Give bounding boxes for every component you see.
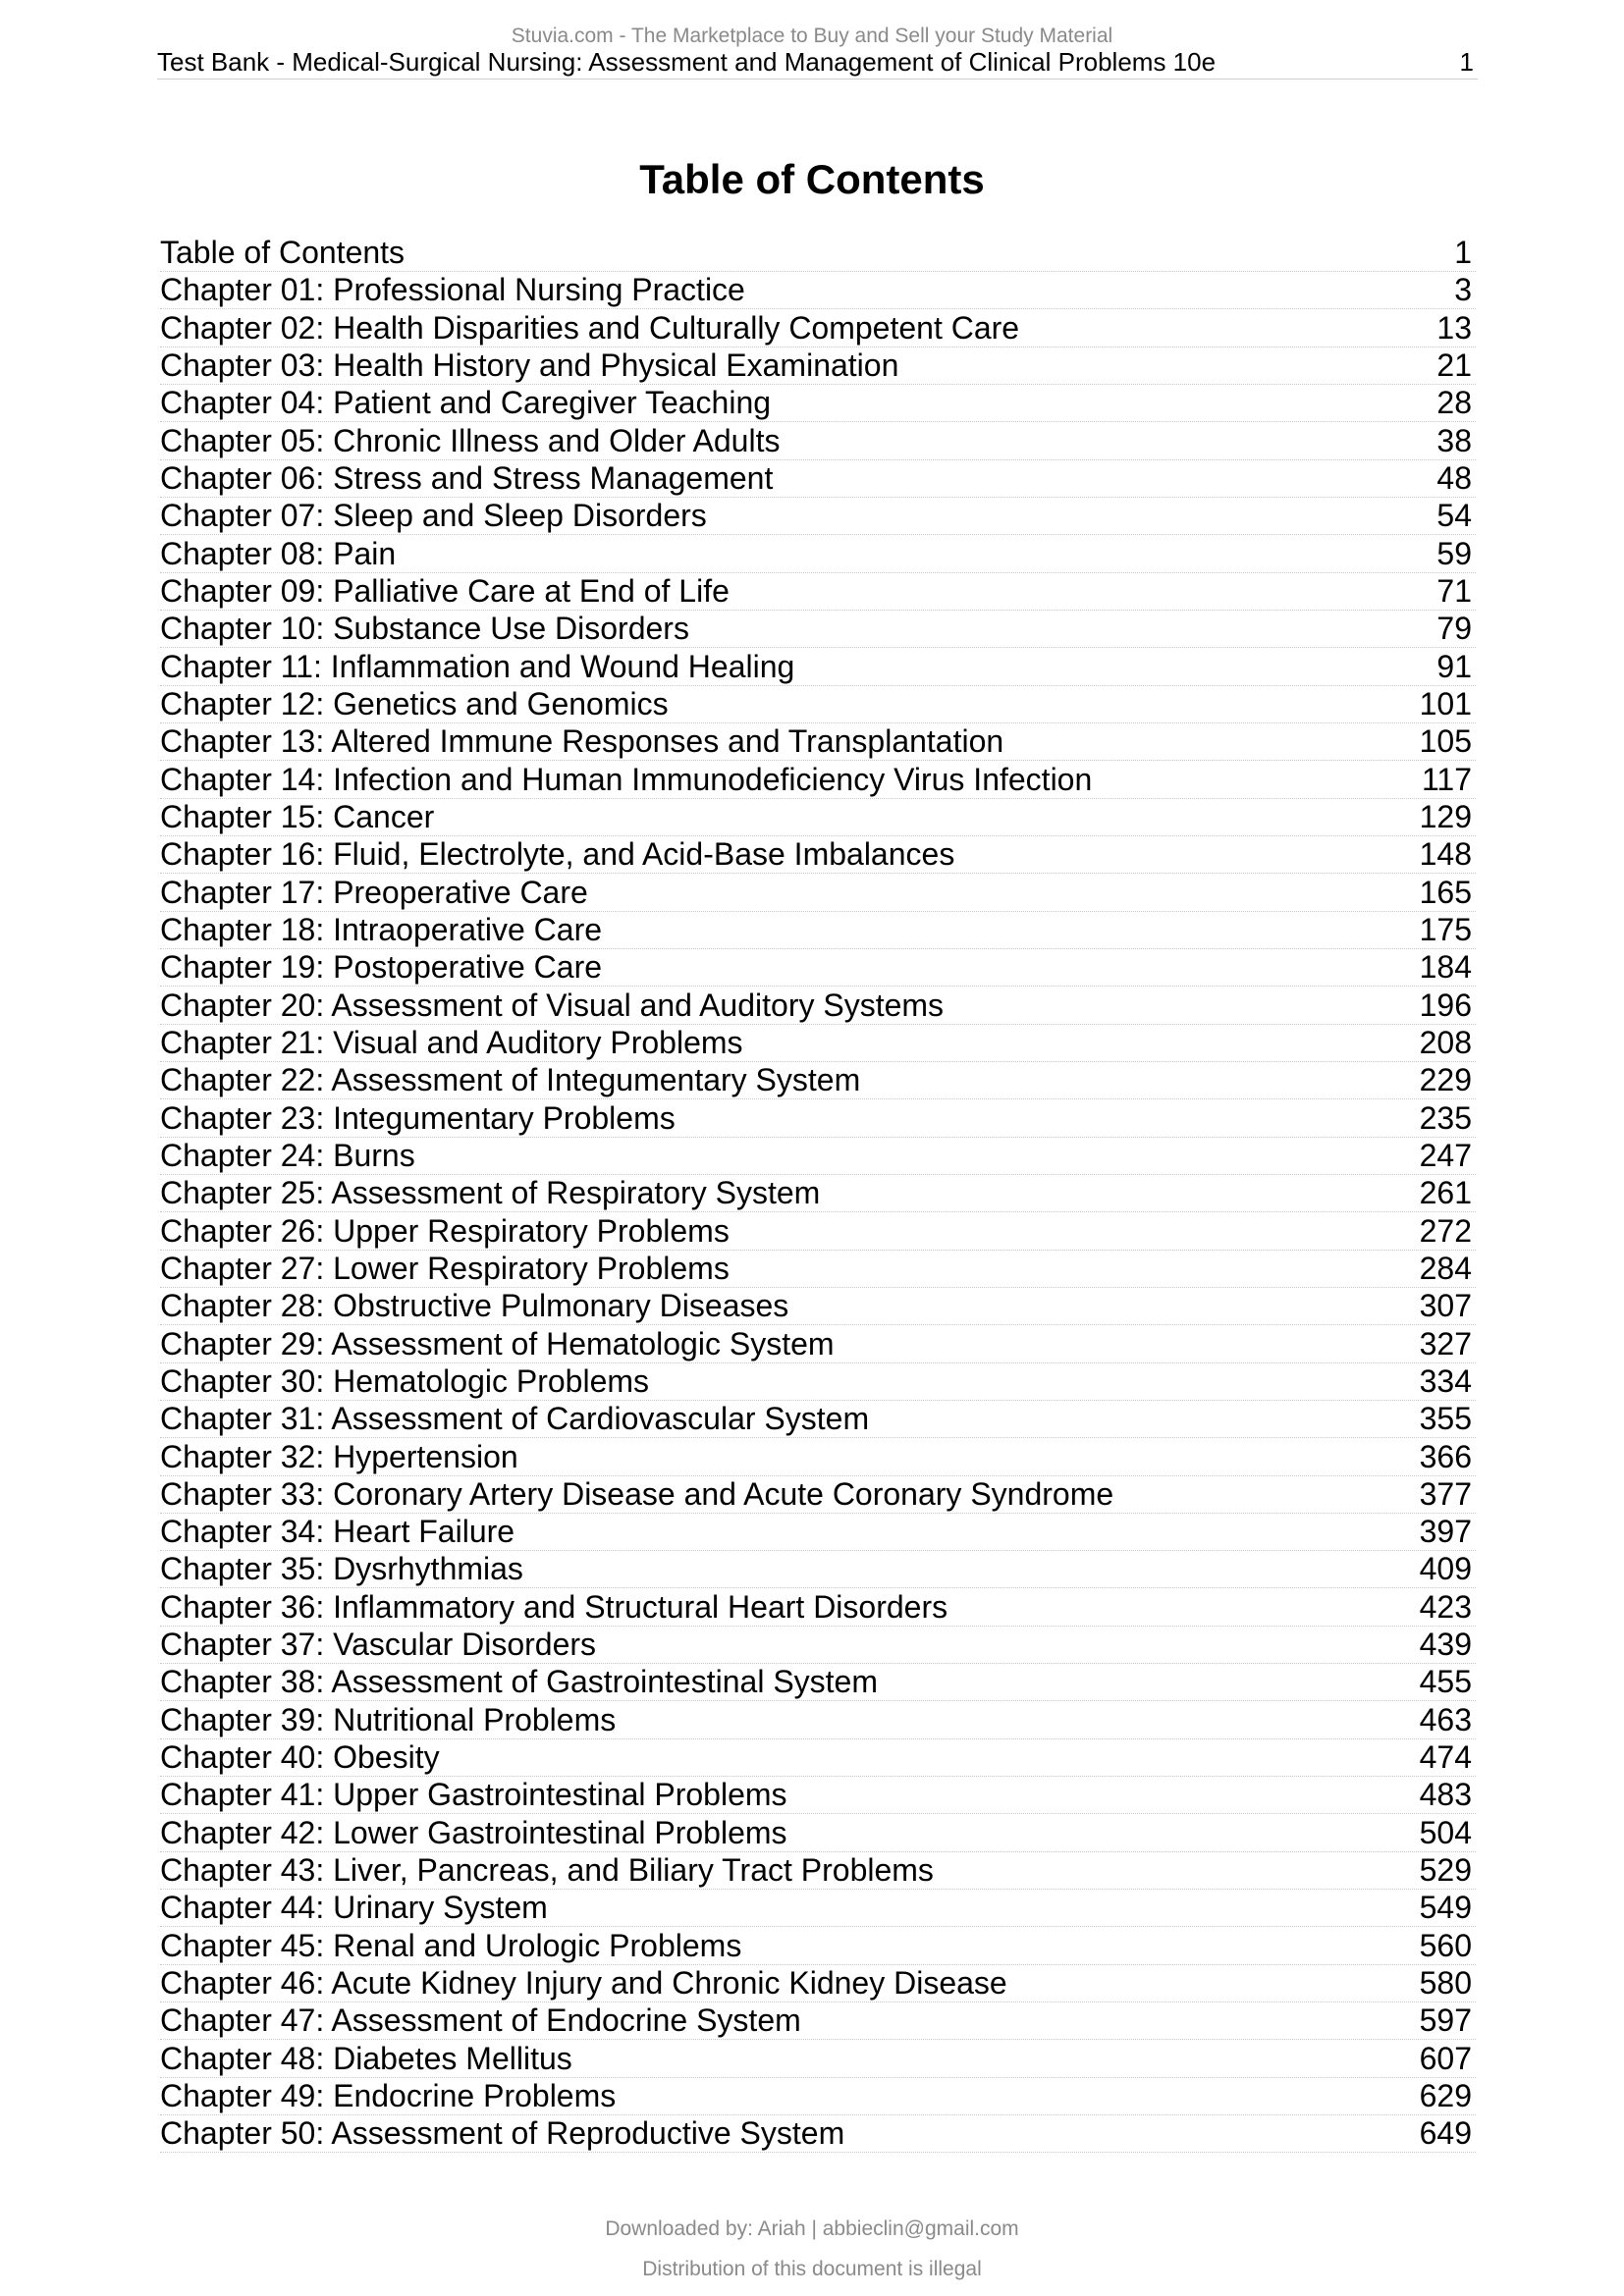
toc-entry-label: Chapter 36: Inflammatory and Structural Heart Disorders: [160, 1588, 948, 1625]
toc-entry[interactable]: [160, 1364, 1476, 1401]
toc-entry-label: Chapter 42: Lower Gastrointestinal Problems: [160, 1814, 787, 1850]
stuvia-watermark: Stuvia.com - The Marketplace to Buy and Sell your Study Material: [511, 25, 1113, 47]
toc-entry[interactable]: [160, 2079, 1476, 2115]
toc-entry[interactable]: [160, 1026, 1476, 1062]
toc-entry[interactable]: [160, 1252, 1476, 1288]
toc-entry-page-number: 101: [1419, 685, 1472, 721]
toc-entry[interactable]: [160, 913, 1476, 949]
toc-entry-label: Chapter 31: Assessment of Cardiovascular System: [160, 1401, 870, 1437]
toc-entry[interactable]: [160, 311, 1476, 347]
toc-entry-page-number: 629: [1419, 2078, 1472, 2114]
toc-entry-page-number: 235: [1419, 1099, 1472, 1136]
toc-entry-label: Chapter 39: Nutritional Problems: [160, 1701, 617, 1737]
toc-entry-page-number: 607: [1419, 2040, 1472, 2076]
toc-entry-page-number: 261: [1419, 1175, 1472, 1211]
toc-entry[interactable]: [160, 988, 1476, 1025]
toc-entry[interactable]: [160, 386, 1476, 422]
toc-entry-label: Chapter 30: Hematologic Problems: [160, 1362, 650, 1399]
toc-entry-page-number: 247: [1419, 1137, 1472, 1173]
toc-entry-page-number: 377: [1419, 1475, 1472, 1512]
toc-entry-page-number: 28: [1436, 385, 1472, 421]
toc-entry-label: Chapter 40: Obesity: [160, 1739, 440, 1776]
toc-entry-label: Chapter 15: Cancer: [160, 798, 435, 834]
toc-entry-label: Chapter 29: Assessment of Hematologic System: [160, 1325, 835, 1362]
toc-entry-label: Chapter 41: Upper Gastrointestinal Problems: [160, 1777, 787, 1813]
toc-entry[interactable]: [160, 950, 1476, 987]
toc-entry-label: Chapter 01: Professional Nursing Practice: [160, 272, 745, 308]
toc-entry-page-number: 59: [1436, 535, 1472, 571]
toc-entry-label: Chapter 13: Altered Immune Responses and Transplantation: [160, 723, 1004, 760]
toc-entry-page-number: 423: [1419, 1588, 1472, 1625]
toc-entry[interactable]: [160, 537, 1476, 573]
toc-entry[interactable]: [160, 1628, 1476, 1664]
toc-entry-page-number: 649: [1419, 2115, 1472, 2152]
toc-entry[interactable]: [160, 1440, 1476, 1476]
toc-entry-label: Chapter 32: Hypertension: [160, 1438, 518, 1474]
toc-entry-label: Chapter 07: Sleep and Sleep Disorders: [160, 498, 707, 534]
toc-entry-page-number: 504: [1419, 1814, 1472, 1850]
toc-entry[interactable]: [160, 1740, 1476, 1777]
toc-entry-page-number: 284: [1419, 1250, 1472, 1286]
toc-entry-page-number: 196: [1419, 987, 1472, 1023]
toc-entry[interactable]: [160, 1214, 1476, 1251]
toc-entry-label: Chapter 04: Patient and Caregiver Teaching: [160, 385, 772, 421]
toc-entry[interactable]: [160, 1477, 1476, 1514]
toc-entry-page-number: 549: [1419, 1890, 1472, 1926]
toc-entry-page-number: 1: [1454, 235, 1472, 270]
toc-entry-page-number: 38: [1436, 422, 1472, 458]
toc-entry[interactable]: [160, 1063, 1476, 1099]
toc-entry[interactable]: [160, 1816, 1476, 1852]
toc-entry-label: Chapter 14: Infection and Human Immunodeficiency Virus Infection: [160, 761, 1093, 797]
toc-entry-page-number: 272: [1419, 1212, 1472, 1249]
toc-entry[interactable]: [160, 2042, 1476, 2078]
toc-entry[interactable]: [160, 876, 1476, 912]
toc-entry[interactable]: [160, 1778, 1476, 1814]
toc-entry-label: Chapter 43: Liver, Pancreas, and Biliary Tract Problems: [160, 1852, 934, 1889]
toc-entry-label: Chapter 23: Integumentary Problems: [160, 1099, 676, 1136]
toc-entry-label: Chapter 24: Burns: [160, 1137, 415, 1173]
toc-entry-page-number: 48: [1436, 459, 1472, 496]
toc-entry-page-number: 13: [1436, 309, 1472, 346]
toc-entry-label: Chapter 09: Palliative Care at End of Life: [160, 572, 730, 609]
toc-entry-page-number: 229: [1419, 1062, 1472, 1098]
toc-entry-page-number: 597: [1419, 2002, 1472, 2039]
toc-entry-label: Chapter 16: Fluid, Electrolyte, and Acid-Base Imbalances: [160, 836, 955, 873]
toc-entry-page-number: 105: [1419, 723, 1472, 760]
toc-entry-label: Chapter 02: Health Disparities and Culturally Competent Care: [160, 309, 1020, 346]
toc-entry-page-number: 307: [1419, 1288, 1472, 1324]
toc-entry-label: Chapter 11: Inflammation and Wound Healing: [160, 648, 795, 684]
toc-entry-page-number: 79: [1436, 611, 1472, 647]
footer-distribution-notice: Distribution of this document is illegal: [642, 2258, 982, 2280]
toc-entry-label: Chapter 06: Stress and Stress Management: [160, 459, 774, 496]
toc-entry-page-number: 560: [1419, 1927, 1472, 1963]
header-title: Test Bank - Medical-Surgical Nursing: Assessment and Management of Clinical Problems 10e: [157, 47, 1217, 77]
page-header: [157, 47, 1478, 80]
toc-entry[interactable]: [160, 424, 1476, 460]
toc-entry-page-number: 483: [1419, 1777, 1472, 1813]
toc-entry[interactable]: [160, 574, 1476, 611]
toc-entry-label: Chapter 33: Coronary Artery Disease and Acute Coronary Syndrome: [160, 1475, 1114, 1512]
toc-entry-label: Chapter 10: Substance Use Disorders: [160, 611, 689, 647]
toc-entry[interactable]: [160, 1327, 1476, 1363]
toc-entry[interactable]: [160, 1139, 1476, 1175]
toc-entry[interactable]: [160, 1853, 1476, 1890]
toc-entry-page-number: 529: [1419, 1852, 1472, 1889]
table-of-contents: [160, 236, 1476, 2155]
toc-entry[interactable]: [160, 724, 1476, 761]
toc-entry[interactable]: [160, 1515, 1476, 1551]
toc-entry-label: Chapter 25: Assessment of Respiratory System: [160, 1175, 821, 1211]
toc-entry[interactable]: [160, 499, 1476, 535]
toc-entry[interactable]: [160, 650, 1476, 686]
toc-entry-page-number: 439: [1419, 1627, 1472, 1663]
toc-entry-page-number: 334: [1419, 1362, 1472, 1399]
toc-entry[interactable]: [160, 837, 1476, 874]
toc-entry-label: Chapter 34: Heart Failure: [160, 1514, 515, 1550]
toc-entry-page-number: 409: [1419, 1551, 1472, 1587]
toc-entry[interactable]: [160, 1402, 1476, 1438]
toc-entry[interactable]: [160, 1966, 1476, 2002]
toc-entry-page-number: 54: [1436, 498, 1472, 534]
toc-entry-page-number: 580: [1419, 1965, 1472, 2002]
toc-entry-page-number: 165: [1419, 874, 1472, 910]
toc-entry[interactable]: [160, 348, 1476, 385]
toc-entry[interactable]: [160, 1101, 1476, 1138]
toc-entry-page-number: 129: [1419, 798, 1472, 834]
toc-entry-page-number: 21: [1436, 347, 1472, 383]
toc-entry-label: Chapter 26: Upper Respiratory Problems: [160, 1212, 730, 1249]
toc-entry[interactable]: [160, 1891, 1476, 1927]
toc-entry-label: Chapter 48: Diabetes Mellitus: [160, 2040, 572, 2076]
toc-entry-label: Chapter 47: Assessment of Endocrine System: [160, 2002, 801, 2039]
footer-downloaded-by: Downloaded by: Ariah | abbieclin@gmail.com: [605, 2217, 1019, 2240]
toc-entry-label: Chapter 20: Assessment of Visual and Auditory Systems: [160, 987, 945, 1023]
toc-entry[interactable]: [160, 1929, 1476, 1965]
toc-entry[interactable]: [160, 1665, 1476, 1701]
toc-entry-label: Table of Contents: [160, 235, 406, 270]
toc-entry[interactable]: [160, 2116, 1476, 2153]
toc-entry-label: Chapter 44: Urinary System: [160, 1890, 548, 1926]
toc-entry-label: Chapter 12: Genetics and Genomics: [160, 685, 669, 721]
toc-entry-page-number: 71: [1436, 572, 1472, 609]
header-page-number: 1: [1459, 47, 1474, 77]
toc-entry-page-number: 3: [1454, 272, 1472, 308]
toc-entry-label: Chapter 18: Intraoperative Care: [160, 911, 603, 947]
toc-entry-page-number: 117: [1421, 761, 1472, 797]
toc-entry[interactable]: [160, 461, 1476, 498]
toc-entry-page-number: 455: [1419, 1664, 1472, 1700]
toc-entry-label: Chapter 21: Visual and Auditory Problems: [160, 1024, 743, 1060]
toc-entry-label: Chapter 46: Acute Kidney Injury and Chronic Kidney Disease: [160, 1965, 1007, 2002]
toc-entry[interactable]: [160, 612, 1476, 648]
toc-entry-page-number: 474: [1419, 1739, 1472, 1776]
toc-entry-label: Chapter 17: Preoperative Care: [160, 874, 588, 910]
toc-entry-page-number: 327: [1419, 1325, 1472, 1362]
toc-entry-page-number: 184: [1419, 949, 1472, 986]
toc-entry[interactable]: [160, 236, 1476, 272]
toc-entry[interactable]: [160, 687, 1476, 723]
toc-entry-page-number: 148: [1419, 836, 1472, 873]
toc-entry-label: Chapter 27: Lower Respiratory Problems: [160, 1250, 730, 1286]
toc-entry-page-number: 366: [1419, 1438, 1472, 1474]
toc-entry[interactable]: [160, 800, 1476, 836]
toc-entry[interactable]: [160, 2003, 1476, 2040]
toc-entry-label: Chapter 08: Pain: [160, 535, 397, 571]
toc-entry[interactable]: [160, 763, 1476, 799]
toc-entry[interactable]: [160, 1176, 1476, 1212]
toc-entry[interactable]: [160, 1703, 1476, 1739]
toc-entry[interactable]: [160, 1590, 1476, 1627]
toc-entry-label: Chapter 49: Endocrine Problems: [160, 2078, 617, 2114]
toc-entry[interactable]: [160, 1289, 1476, 1325]
toc-entry-page-number: 463: [1419, 1701, 1472, 1737]
toc-entry-label: Chapter 35: Dysrhythmias: [160, 1551, 523, 1587]
toc-entry-label: Chapter 19: Postoperative Care: [160, 949, 603, 986]
toc-entry-label: Chapter 38: Assessment of Gastrointestinal System: [160, 1664, 878, 1700]
toc-entry-label: Chapter 50: Assessment of Reproductive System: [160, 2115, 845, 2152]
toc-entry[interactable]: [160, 1552, 1476, 1588]
toc-entry-page-number: 208: [1419, 1024, 1472, 1060]
toc-entry-label: Chapter 28: Obstructive Pulmonary Diseases: [160, 1288, 789, 1324]
toc-entry-label: Chapter 37: Vascular Disorders: [160, 1627, 597, 1663]
toc-entry-label: Chapter 22: Assessment of Integumentary System: [160, 1062, 861, 1098]
toc-entry[interactable]: [160, 273, 1476, 309]
toc-entry-label: Chapter 45: Renal and Urologic Problems: [160, 1927, 742, 1963]
toc-entry-page-number: 175: [1419, 911, 1472, 947]
document-title: Table of Contents: [639, 156, 985, 202]
toc-entry-page-number: 91: [1436, 648, 1472, 684]
toc-entry-label: Chapter 05: Chronic Illness and Older Adults: [160, 422, 781, 458]
toc-entry-page-number: 355: [1419, 1401, 1472, 1437]
toc-entry-page-number: 397: [1419, 1514, 1472, 1550]
toc-entry-label: Chapter 03: Health History and Physical Examination: [160, 347, 899, 383]
